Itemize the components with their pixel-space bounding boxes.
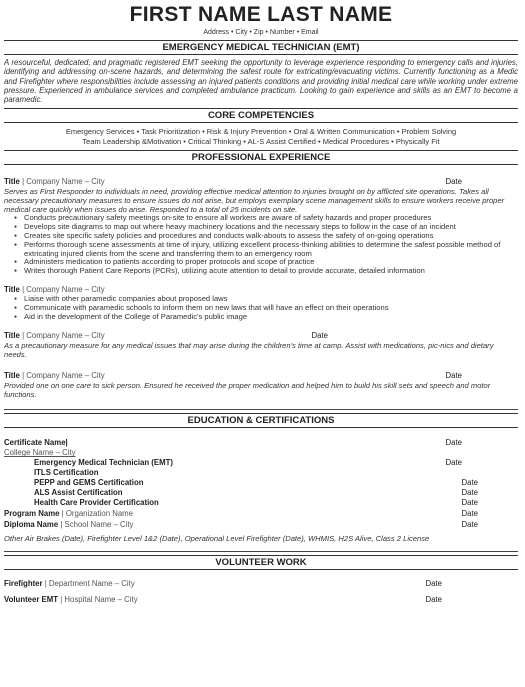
resume-page [4,0,518,605]
resume-name: FIRST NAME LAST NAME [129,3,393,26]
diploma-date: Date [461,520,478,530]
certificate-label: Certificate Name| [4,438,68,448]
volunteer-row [4,579,518,589]
job-header [4,331,518,341]
core-competencies-line-2: Team Leadership &Motivation • Critical Thinking • AL-S Assist Certified • Medical Procedures • Physically Fit [82,136,440,146]
divider [4,551,518,552]
job-title: Title [4,177,20,187]
contact-line: Address • City • Zip • Number • Email [203,29,319,36]
certificate-row [4,438,518,448]
job-company: | Company Name – City [22,177,105,187]
job-header [4,177,518,187]
job-bullets [4,214,518,276]
cert-name: PEPP and GEMS Certification [34,478,144,488]
volunteer-title: Volunteer EMT [4,595,59,605]
job-entry-2 [4,285,518,321]
list-item: ● Administers medication to patients according to proper protocols and scope of practice [24,258,518,267]
job-company: | Company Name – City [22,371,105,381]
cert-name: Emergency Medical Technician (EMT) [34,458,173,468]
college-name: College Name – City [4,448,76,458]
section-core-competencies: CORE COMPETENCIES [4,108,518,123]
volunteer-title: Firefighter [4,579,43,589]
summary-paragraph: A resourceful, dedicated, and pragmatic registered EMT seeking the opportunity to leverage experience responding to emergency calls and injuries, identifying and addressing on-scene hazards, and determining the safest route for extricating/evacuating victims. Currently functioning as a Medic and Firefighter where responsibilities include assessing an injured patients conditions and providing initial medical care while working under extreme pressure. Experienced in ambulance services and completed ambulance practicum. Looking to gain experience and skills as an EMT to become a paramedic. [4,58,518,105]
job-company: | Company Name – City [22,331,105,341]
diploma-school: | School Name – City [60,520,134,530]
volunteer-org: | Hospital Name – City [60,595,138,605]
cert-name: Health Care Provider Certification [34,498,159,508]
job-header [4,371,518,381]
cert-item [4,498,518,508]
job-date: Date [445,371,462,381]
job-description: Serves as First Responder to individuals in need, providing effective medical attention to injuries brought on by afflicted site operations. Takes all necessary precautionary measures to ensure issues do not arise, but employs exemplary scene management skills to ensure workers receive proper medical care quickly when issues do arise. Responded to a total of 25 incidents on site. [4,187,505,215]
education-block [4,438,518,543]
list-item: ● Performs thorough scene assessments at time of injury, utilizing excellent process-thinking abilities to determine the safest possible method of extricating injured clients from the scene and transferring them to an emergency room [24,241,518,259]
job-date: Date [311,331,328,341]
job-description: As a precautionary measure for any medical issues that may arise during the children's time at camp. Assist with medications, pic-nics and dietary needs. [4,341,494,360]
cert-item [4,458,518,468]
section-professional-experience: PROFESSIONAL EXPERIENCE [4,150,518,165]
cert-item [4,488,518,498]
list-item: ● Writes thorough Patient Care Reports (PCRs), utilizing acute attention to detail to provide accurate, detailed information [24,267,518,276]
list-item: ● Creates site specific safety policies and procedures and conducts walk-abouts to assess the safety of on-going operations [24,232,518,241]
section-title-emt: EMERGENCY MEDICAL TECHNICIAN (EMT) [4,40,518,55]
job-title: Title [4,285,20,295]
program-label: Program Name [4,509,60,519]
volunteer-date: Date [425,595,442,605]
cert-date: Date [461,498,478,508]
job-title: Title [4,371,20,381]
cert-date: Date [445,458,462,468]
cert-date: Date [461,478,478,488]
job-date: Date [445,177,462,187]
cert-name: ITLS Certification [34,468,99,478]
volunteer-org: | Department Name – City [44,579,135,589]
volunteer-date: Date [425,579,442,589]
cert-item [4,468,518,478]
cert-date: Date [461,488,478,498]
program-date: Date [461,509,478,519]
list-item: ● Develops site diagrams to map out where heavy machinery locations and the necessary steps to follow in the case of an incident [24,223,518,232]
college-row [4,448,518,458]
diploma-label: Diploma Name [4,520,59,530]
section-volunteer: VOLUNTEER WORK [4,555,518,570]
job-company: | Company Name – City [22,285,105,295]
job-description: Provided one on one care to sick person. Ensured he received the proper medication and helped him to build his skill sets and speech and motor functions. [4,381,491,400]
cert-item [4,478,518,488]
list-item: ● Liaise with other paramedic companies about proposed laws [24,295,518,304]
cert-name: ALS Assist Certification [34,488,123,498]
program-org: | Organization Name [61,509,134,519]
job-entry-3 [4,331,518,359]
list-item: ● Communicate with paramedic schools to inform them on new laws that will have an effect on their operations [24,304,518,313]
certificate-date: Date [445,438,462,448]
diploma-row [4,520,518,530]
program-row [4,509,518,519]
job-entry-4 [4,371,518,399]
job-entry-1 [4,177,518,276]
volunteer-block [4,579,518,605]
divider [4,409,518,410]
job-bullets [4,295,518,321]
other-certifications: Other Air Brakes (Date), Firefighter Level 1&2 (Date), Operational Level Firefighter (Date), WHMIS, H2S Alive, Class 2 License [4,534,430,544]
list-item: ● Aid in the development of the College of Paramedic's public image [24,313,518,322]
job-title: Title [4,331,20,341]
volunteer-row [4,595,518,605]
section-education: EDUCATION & CERTIFICATIONS [4,413,518,428]
list-item: ● Conducts precautionary safety meetings on-site to ensure all workers are aware of safety hazards and proper procedures [24,214,518,223]
core-competencies-line-1: Emergency Services • Task Prioritization • Risk & Injury Prevention • Oral & Written Communication • Problem Solving [65,127,457,137]
